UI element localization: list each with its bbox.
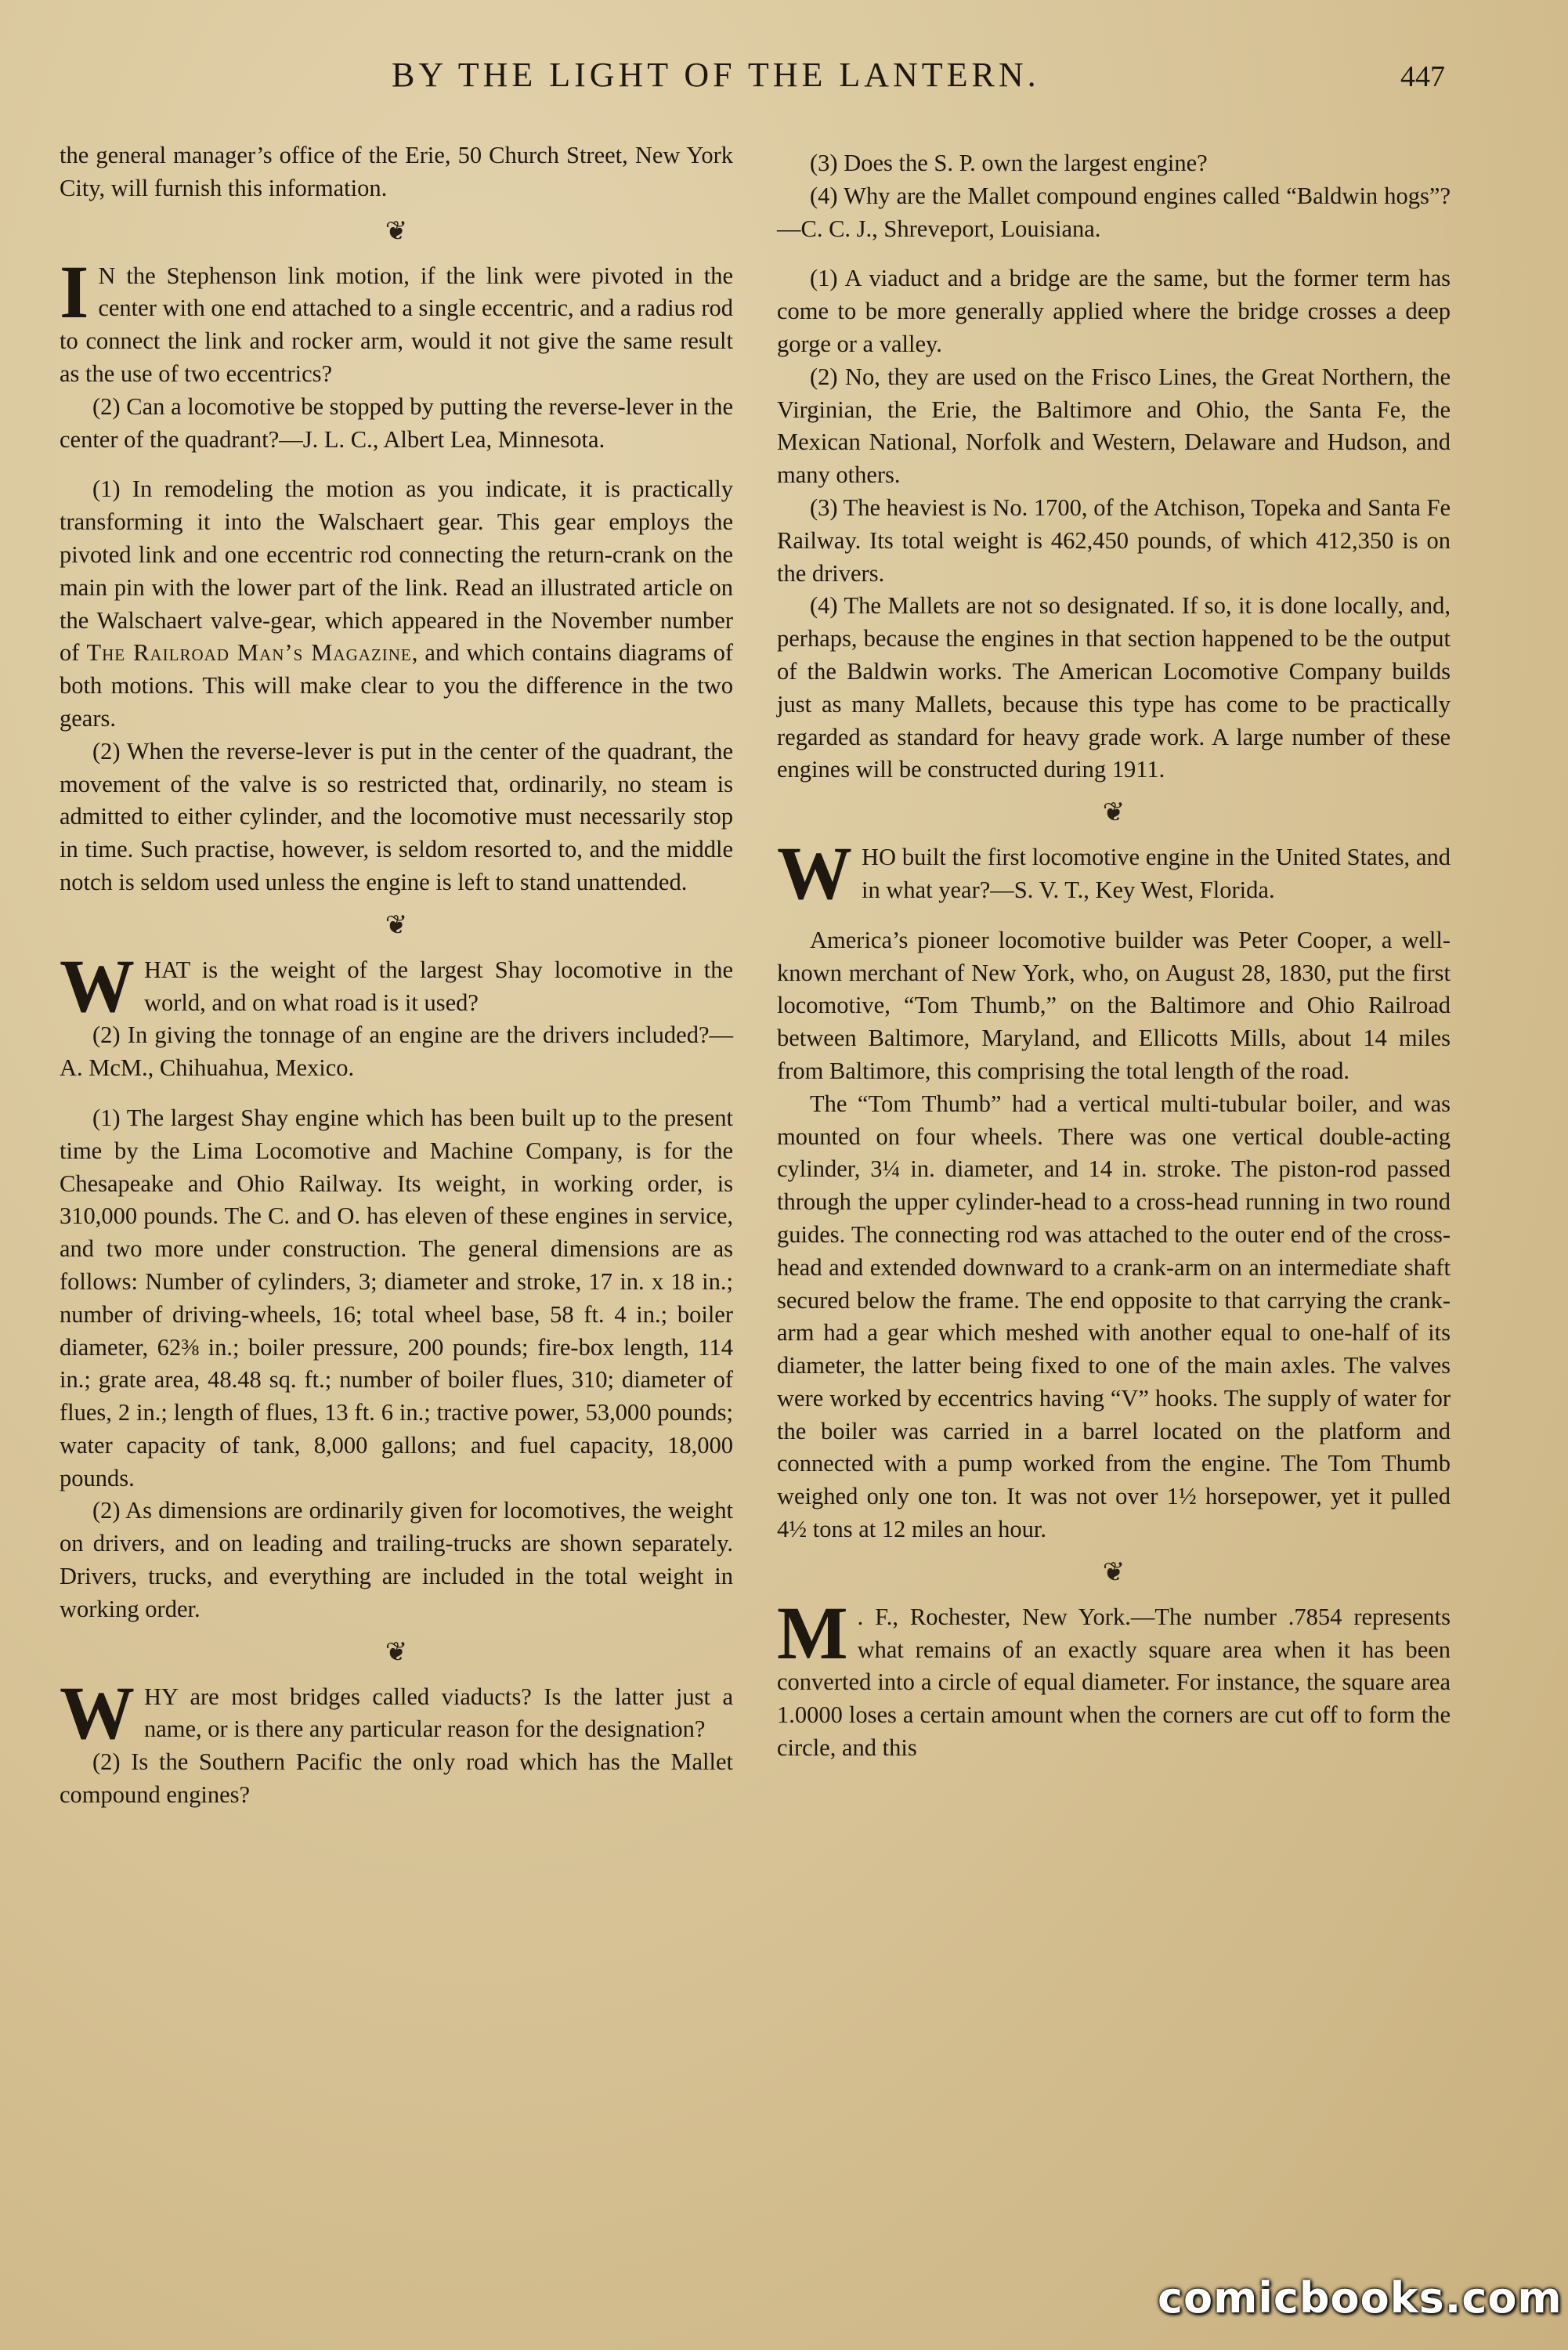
answer-text-part: , and which contains diagrams of both motions. This will make clear to you the difference in the two gears. <box>60 639 733 732</box>
question-text: (2) Is the Southern Pacific the only road which has the Mallet compound engines? <box>60 1748 733 1809</box>
answer-text: America’s pioneer locomotive builder was Peter Cooper, a well-known merchant of New York, who, on August 28, 1830, put the first locomotive, “Tom Thumb,” on the Baltimore and Ohio Railroad between Baltimore, Maryland, and Ellicotts Mills, about 14 miles from Baltimore, this comprising the total length of the road. <box>777 926 1451 1084</box>
drop-cap: I <box>60 249 89 334</box>
question-text: HY are most bridges called viaducts? Is the latter just a name, or is there any particular reason for the designation? <box>144 1683 733 1743</box>
question-block <box>777 831 1451 916</box>
left-column <box>60 139 733 1812</box>
question-text: HO built the first locomotive engine in the United States, and in what year?—S. V. T., Key West, Florida. <box>862 844 1451 903</box>
running-title: BY THE LIGHT OF THE LANTERN. <box>392 56 1040 94</box>
question-block <box>60 249 733 457</box>
question-block <box>60 1670 733 1812</box>
question-text: N the Stephenson link motion, if the link were pivoted in the center with one end attached to a single eccentric, and a radius rod to connect the link and rocker arm, would it not give the same result as the use of two eccentrics? <box>60 262 733 387</box>
paragraph: the general manager’s office of the Erie, 50 Church Street, New York City, will furnish this information. <box>60 142 733 201</box>
ornament-icon: ❦ <box>385 216 408 246</box>
drop-cap: W <box>60 943 135 1028</box>
magazine-title: The Railroad Man’s Magazine <box>86 639 412 667</box>
ornament-icon: ❦ <box>385 1637 408 1667</box>
ornament-icon: ❦ <box>1102 1557 1125 1587</box>
answer-text: (4) The Mallets are not so designated. If so, it is done locally, and, perhaps, because the engines in that section happened to be the output of the Baldwin works. The American Locomotive Company builds just as many Mallets, because this type has come to be practically regarded as standard for heavy grade work. A large number of these engines will be constructed during 1911. <box>777 592 1451 783</box>
question-block <box>777 1590 1451 1765</box>
answer-text: . F., Rochester, New York.—The number .7854 represents what remains of an exactly square area when it has been converted into a circle of equal diameter. For instance, the square area 1.0000 loses a certain amount when the corners are cut off to form the circle, and this <box>777 1603 1451 1762</box>
answer-text: (3) The heaviest is No. 1700, of the Atchison, Topeka and Santa Fe Railway. Its total weight is 462,450 pounds, of which 412,350 is on the drivers. <box>777 494 1451 587</box>
question-text: (2) In giving the tonnage of an engine are the drivers included?—A. McM., Chihuahua, Mexico. <box>60 1021 733 1082</box>
watermark-logo: comicbooks.com <box>1158 2273 1563 2323</box>
answer-text: (1) The largest Shay engine which has been built up to the present time by the Lima Locomotive and Machine Company, is for the Chesapeake and Ohio Railway. Its weight, in working order, is 310,000 pounds. The C. and O. has eleven of these engines in service, and two more under construction. The general dimensions are as follows: Number of cylinders, 3; diameter and stroke, 17 in. x 18 in.; number of driving-wheels, 16; total wheel base, 58 ft. 4 in.; boiler diameter, 62⅜ in.; boiler pressure, 200 pounds; fire-box length, 114 in.; grate area, 48.48 sq. ft.; number of boiler flues, 310; diameter of flues, 2 in.; length of flues, 13 ft. 6 in.; tractive power, 53,000 pounds; water capacity of tank, 8,000 gallons; and fuel capacity, 18,000 pounds. <box>60 1104 733 1491</box>
answer-text: (2) No, they are used on the Frisco Lines, the Great Northern, the Virginian, the Erie, the Baltimore and Ohio, the Santa Fe, the Mexican National, Norfolk and Western, Delaware and Hudson, and many others. <box>777 363 1451 489</box>
answer-text: (1) A viaduct and a bridge are the same, but the former term has come to be more generally applied where the bridge crosses a deep gorge or a valley. <box>777 265 1451 357</box>
page-header <box>0 55 1568 102</box>
answer-text <box>60 473 733 735</box>
answer-text: (2) When the reverse-lever is put in the center of the quadrant, the movement of the valve is so restricted that, ordinarily, no steam is admitted to either cylinder, and the locomotive must necessarily stop in time. Such practise, however, is seldom resorted to, and the middle notch is seldom used unless the engine is left to stand unattended. <box>60 737 733 895</box>
page-number: 447 <box>1400 60 1445 93</box>
answer-text: The “Tom Thumb” had a vertical multi-tubular boiler, and was mounted on four wheels. There was one vertical double-acting cylinder, 3¼ in. diameter, and 14 in. stroke. The piston-rod passed through the upper cylinder-head to a cross-head running in two round guides. The connecting rod was attached to the outer end of the cross-head and extended downward to a crank-arm on an intermediate shaft secured below the frame. The end opposite to that carrying the crank-arm had a gear which meshed with another equal to one-half of its diameter, the latter being fixed to one of the main axles. The valves were worked by eccentrics having “V” hooks. The supply of water for the boiler was carried in a barrel located on the platform and connected with a pump worked from the engine. The Tom Thumb weighed only one ton. It was not over 1½ horsepower, yet it pulled 4½ tons at 12 miles an hour. <box>777 1090 1451 1543</box>
ornament-icon: ❦ <box>385 910 408 940</box>
question-text: (2) Can a locomotive be stopped by putting the reverse-lever in the center of the quadrant?—J. L. C., Albert Lea, Minnesota. <box>60 392 733 453</box>
question-text: HAT is the weight of the largest Shay locomotive in the world, and on what road is it used? <box>144 956 733 1016</box>
question-block <box>60 943 733 1085</box>
question-text: (4) Why are the Mallet compound engines called “Baldwin hogs”?—C. C. J., Shreveport, Louisiana. <box>777 182 1451 242</box>
answer-text: (2) As dimensions are ordinarily given for locomotives, the weight on drivers, and on leading and trailing-trucks are shown separately. Drivers, trucks, and everything are included in the total weight in working order. <box>60 1497 733 1622</box>
question-block <box>777 147 1451 245</box>
answer-text-part: (1) In remodeling the motion as you indicate, it is practically transforming it into the Walschaert gear. This gear employs the pivoted link and one eccentric rod connecting the return-crank on the main pin with the lower part of the link. Read an illustrated article on the Walschaert valve-gear, which appeared in the November number of <box>60 475 733 667</box>
right-column <box>777 147 1451 1765</box>
question-text: (3) Does the S. P. own the largest engine? <box>810 150 1208 176</box>
ornament-icon: ❦ <box>1102 798 1125 828</box>
drop-cap: W <box>60 1670 135 1755</box>
drop-cap: M <box>777 1590 848 1675</box>
drop-cap: W <box>777 831 852 916</box>
